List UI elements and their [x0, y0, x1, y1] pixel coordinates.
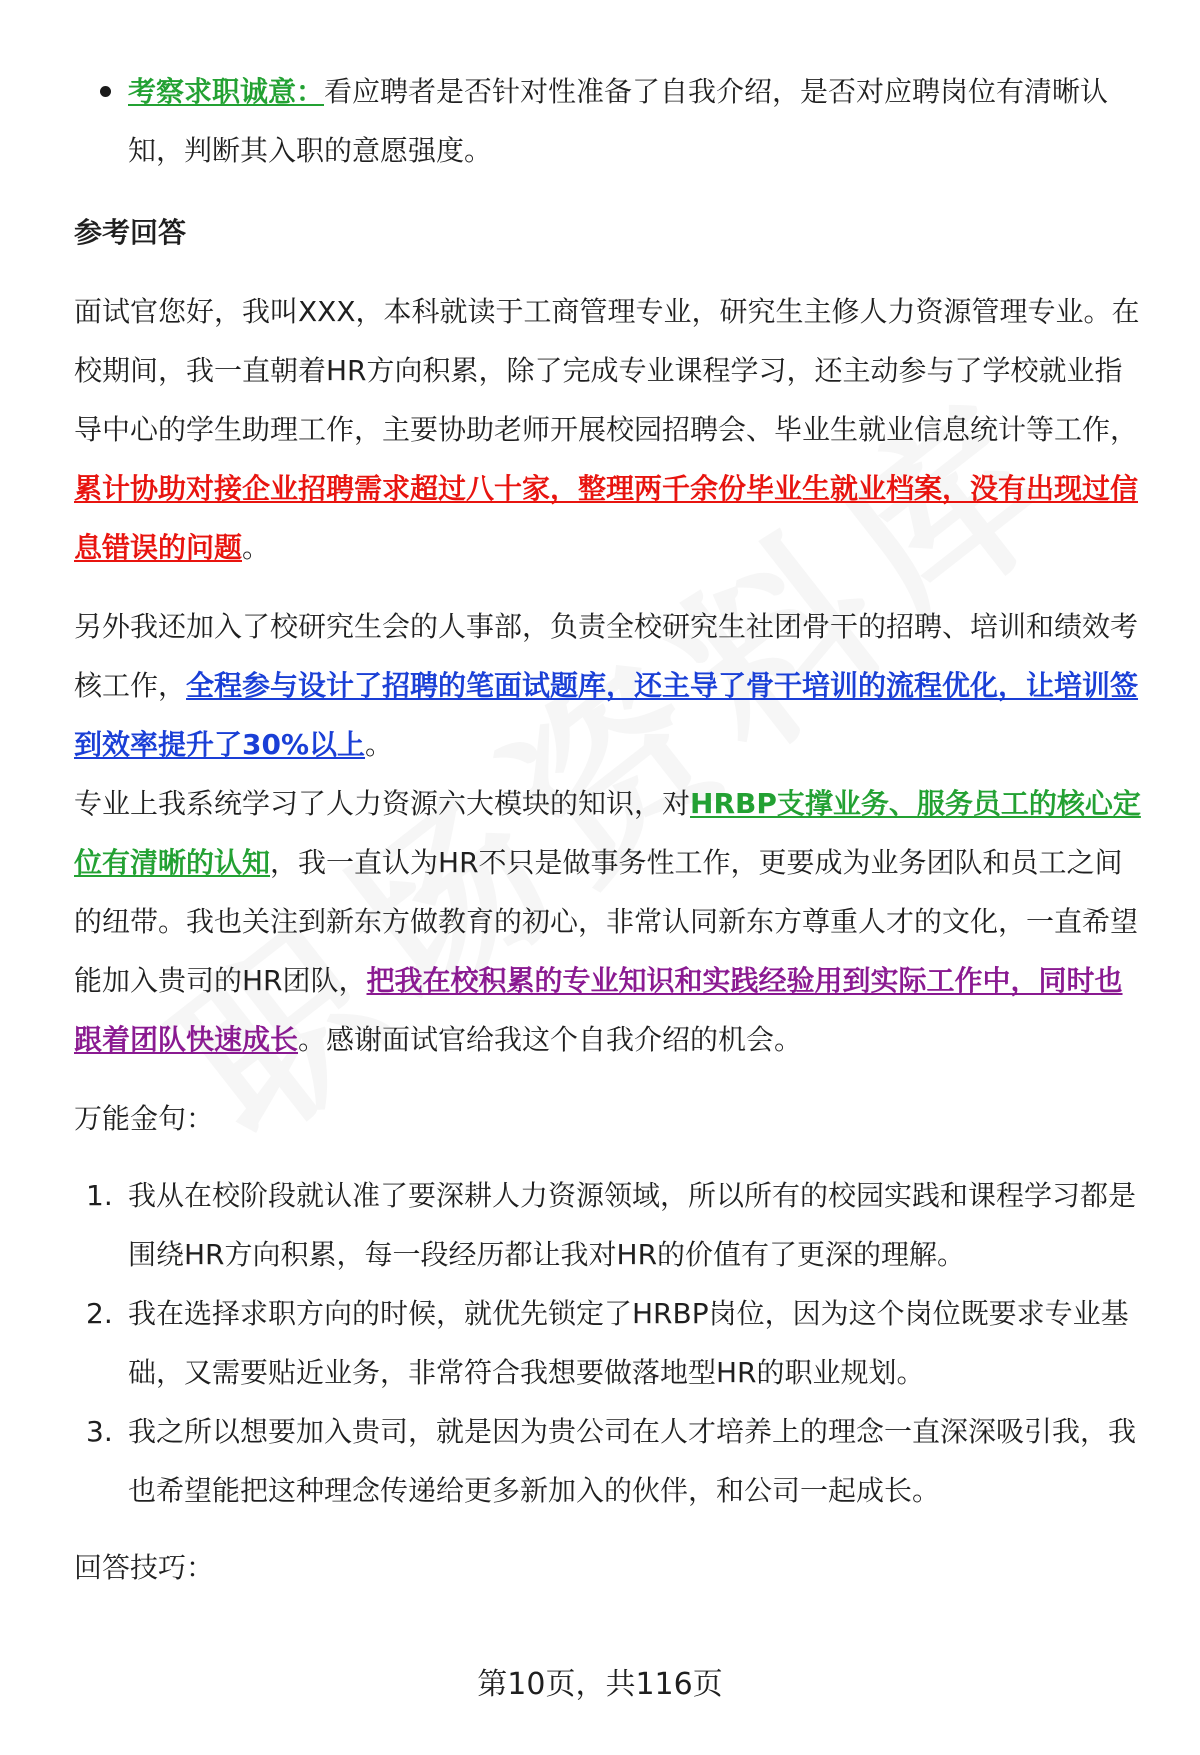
golden-sentences-label: 万能金句： — [74, 1102, 215, 1135]
paragraph-2-text: 另外我还加入了校研究生会的人事部，负责全校研究生社团骨干的招聘、培训和绩效考核工作， — [74, 610, 1139, 702]
page-number: 第10页，共116页 — [477, 1667, 723, 1702]
list-item-text: 我在选择求职方向的时候，就优先锁定了HRBP岗位，因为这个岗位既要求专业基础，又需要贴近业务，非常符合我想要做落地型HR的职业规划。 — [128, 1297, 1129, 1389]
list-item-number: 2. — [86, 1297, 113, 1330]
highlight-red: 累计协助对接企业招聘需求超过八十家，整理两千余份毕业生就业档案，没有出现过信息错误的问题 — [74, 472, 1139, 564]
paragraph-2 — [74, 597, 1146, 774]
bullet-text: 看应聘者是否针对性准备了自我介绍，是否对应聘岗位有清晰认知，判断其入职的意愿强度。 — [128, 75, 1109, 167]
paragraph-1 — [74, 282, 1146, 577]
paragraph-3-text-b: ，我一直认为HR不只是做事务性工作，更要成为业务团队和员工之间的纽带。我也关注到新东方做教育的初心，非常认同新东方尊重人才的文化，一直希望能加入贵司的HR团队， — [74, 846, 1139, 997]
highlight-blue: 全程参与设计了招聘的笔面试题库，还主导了骨干培训的流程优化，让培训签到效率提升了30%以上 — [74, 669, 1139, 761]
bullet-item — [74, 62, 1146, 180]
paragraph-3-text-a: 专业上我系统学习了人力资源六大模块的知识，对 — [74, 787, 691, 820]
paragraph-2-end: 。 — [365, 728, 394, 761]
list-item — [74, 1166, 1146, 1284]
paragraph-1-end: 。 — [242, 531, 271, 564]
document-page — [74, 62, 1146, 1615]
bullet-label: 考察求职诚意： — [128, 75, 325, 108]
section-heading-reference: 参考回答 — [74, 216, 187, 249]
bullet-dot-icon — [100, 86, 111, 97]
paragraph-1-text: 面试官您好，我叫XXX，本科就读于工商管理专业，研究生主修人力资源管理专业。在校期间，我一直朝着HR方向积累，除了完成专业课程学习，还主动参与了学校就业指导中心的学生助理工作，主要协助老师开展校园招聘会、毕业生就业信息统计等工作， — [74, 295, 1140, 446]
highlight-purple: 把我在校积累的专业知识和实践经验用到实际工作中，同时也跟着团队快速成长 — [74, 964, 1123, 1056]
list-item — [74, 1284, 1146, 1402]
list-item-number: 3. — [86, 1415, 113, 1448]
list-item-text: 我之所以想要加入贵司，就是因为贵公司在人才培养上的理念一直深深吸引我，我也希望能把这种理念传递给更多新加入的伙伴，和公司一起成长。 — [128, 1415, 1137, 1507]
list-item-text: 我从在校阶段就认准了要深耕人力资源领域，所以所有的校园实践和课程学习都是围绕HR方向积累，每一段经历都让我对HR的价值有了更深的理解。 — [128, 1179, 1137, 1271]
list-item-number: 1. — [86, 1179, 113, 1212]
paragraph-3 — [74, 774, 1146, 1069]
highlight-green: HRBP支撑业务、服务员工的核心定位有清晰的认知 — [74, 787, 1141, 879]
paragraph-3-text-c: 。感谢面试官给我这个自我介绍的机会。 — [298, 1023, 803, 1056]
list-item — [74, 1402, 1146, 1520]
golden-sentences-list — [74, 1166, 1146, 1520]
answer-tips-label: 回答技巧： — [74, 1551, 215, 1584]
